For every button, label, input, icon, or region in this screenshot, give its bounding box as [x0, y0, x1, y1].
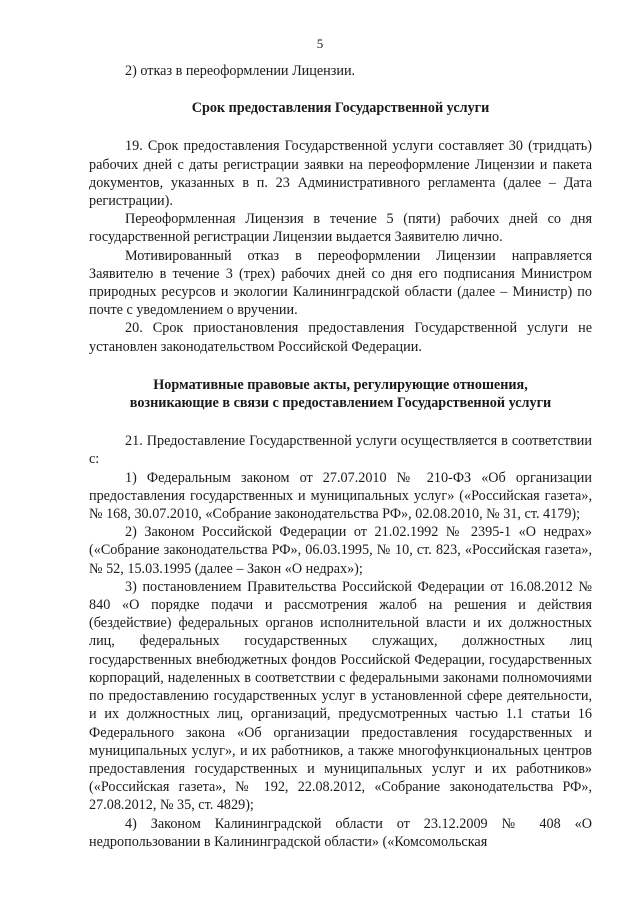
page-number: 5	[316, 36, 324, 51]
paragraph-19: 19. Срок предоставления Государственной услуги составляет 30 (тридцать) рабочих дней с даты регистрации заявки на переоформление Лицензии и пакета документов, указанных в п. 23 Административного регламента (далее – Дата регистрации).	[89, 138, 592, 210]
document-body	[89, 62, 592, 851]
intro-line: 2) отказ в переоформлении Лицензии.	[125, 63, 356, 79]
paragraph-21: 21. Предоставление Государственной услуги осуществляется в соответствии с:	[89, 433, 592, 468]
paragraph-20: 20. Срок приостановления предоставления Государственной услуги не установлен законодательством Российской Федерации.	[89, 320, 592, 355]
list-item-government-resolution-840: 3) постановлением Правительства Российской Федерации от 16.08.2012 № 840 «О порядке подачи и рассмотрения жалоб на решения и действия (бездействие) федеральных органов исполнительной власти и их должностных лиц, федеральных государственных служащих, должностных лиц государственных внебюджетных фондов Российской Федерации, государственных корпораций, наделенных в соответствии с федеральными законами полномочиями по предоставлению государственных услуг в установленной сфере деятельности, и их должностных лиц, организаций, предусмотренных частью 1.1 статьи 16 Федерального закона «Об организации предоставления государственных и муниципальных услуг», и их работников, а также многофункциональных центров предоставления государственных и муниципальных услуг и их работников» («Российская газета», № 192, 22.08.2012, «Собрание законодательства РФ», 27.08.2012, № 35, ст. 4829);	[89, 578, 592, 814]
list-item-kaliningrad-law-408: 4) Законом Калининградской области от 23.12.2009 № 408 «О недропользовании в Калининградской области» («Комсомольская	[89, 815, 592, 850]
section-heading-legal-acts	[89, 376, 592, 412]
section-heading-legal-acts-line1: Нормативные правовые акты, регулирующие отношения,	[153, 376, 528, 393]
list-item-law-on-subsoil: 2) Законом Российской Федерации от 21.02.1992 № 2395-1 «О недрах» («Собрание законодательства РФ», 06.03.1995, № 10, ст. 823, «Российская газета», № 52, 15.03.1995 (далее – Закон «О недрах»);	[89, 524, 592, 577]
list-item-federal-law-210: 1) Федеральным законом от 27.07.2010 № 210-ФЗ «Об организации предоставления государственных и муниципальных услуг» («Российская газета», № 168, 30.07.2010, «Собрание законодательства РФ», 02.08.2010, № 31, ст. 4179);	[89, 469, 592, 523]
section-heading-service-period: Срок предоставления Государственной услуги	[191, 100, 490, 117]
paragraph-refusal: Мотивированный отказ в переоформлении Лицензии направляется Заявителю в течение 3 (трех) рабочих дней со дня его подписания Министром природных ресурсов и экологии Калининградской области (далее – Министр) по почте с уведомлением о вручении.	[89, 247, 592, 319]
section-heading-legal-acts-line2: возникающие в связи с предоставлением Государственной услуги	[129, 395, 552, 412]
paragraph-reissued-license: Переоформленная Лицензия в течение 5 (пяти) рабочих дней со дня государственной регистрации Лицензии выдается Заявителю лично.	[89, 211, 592, 246]
